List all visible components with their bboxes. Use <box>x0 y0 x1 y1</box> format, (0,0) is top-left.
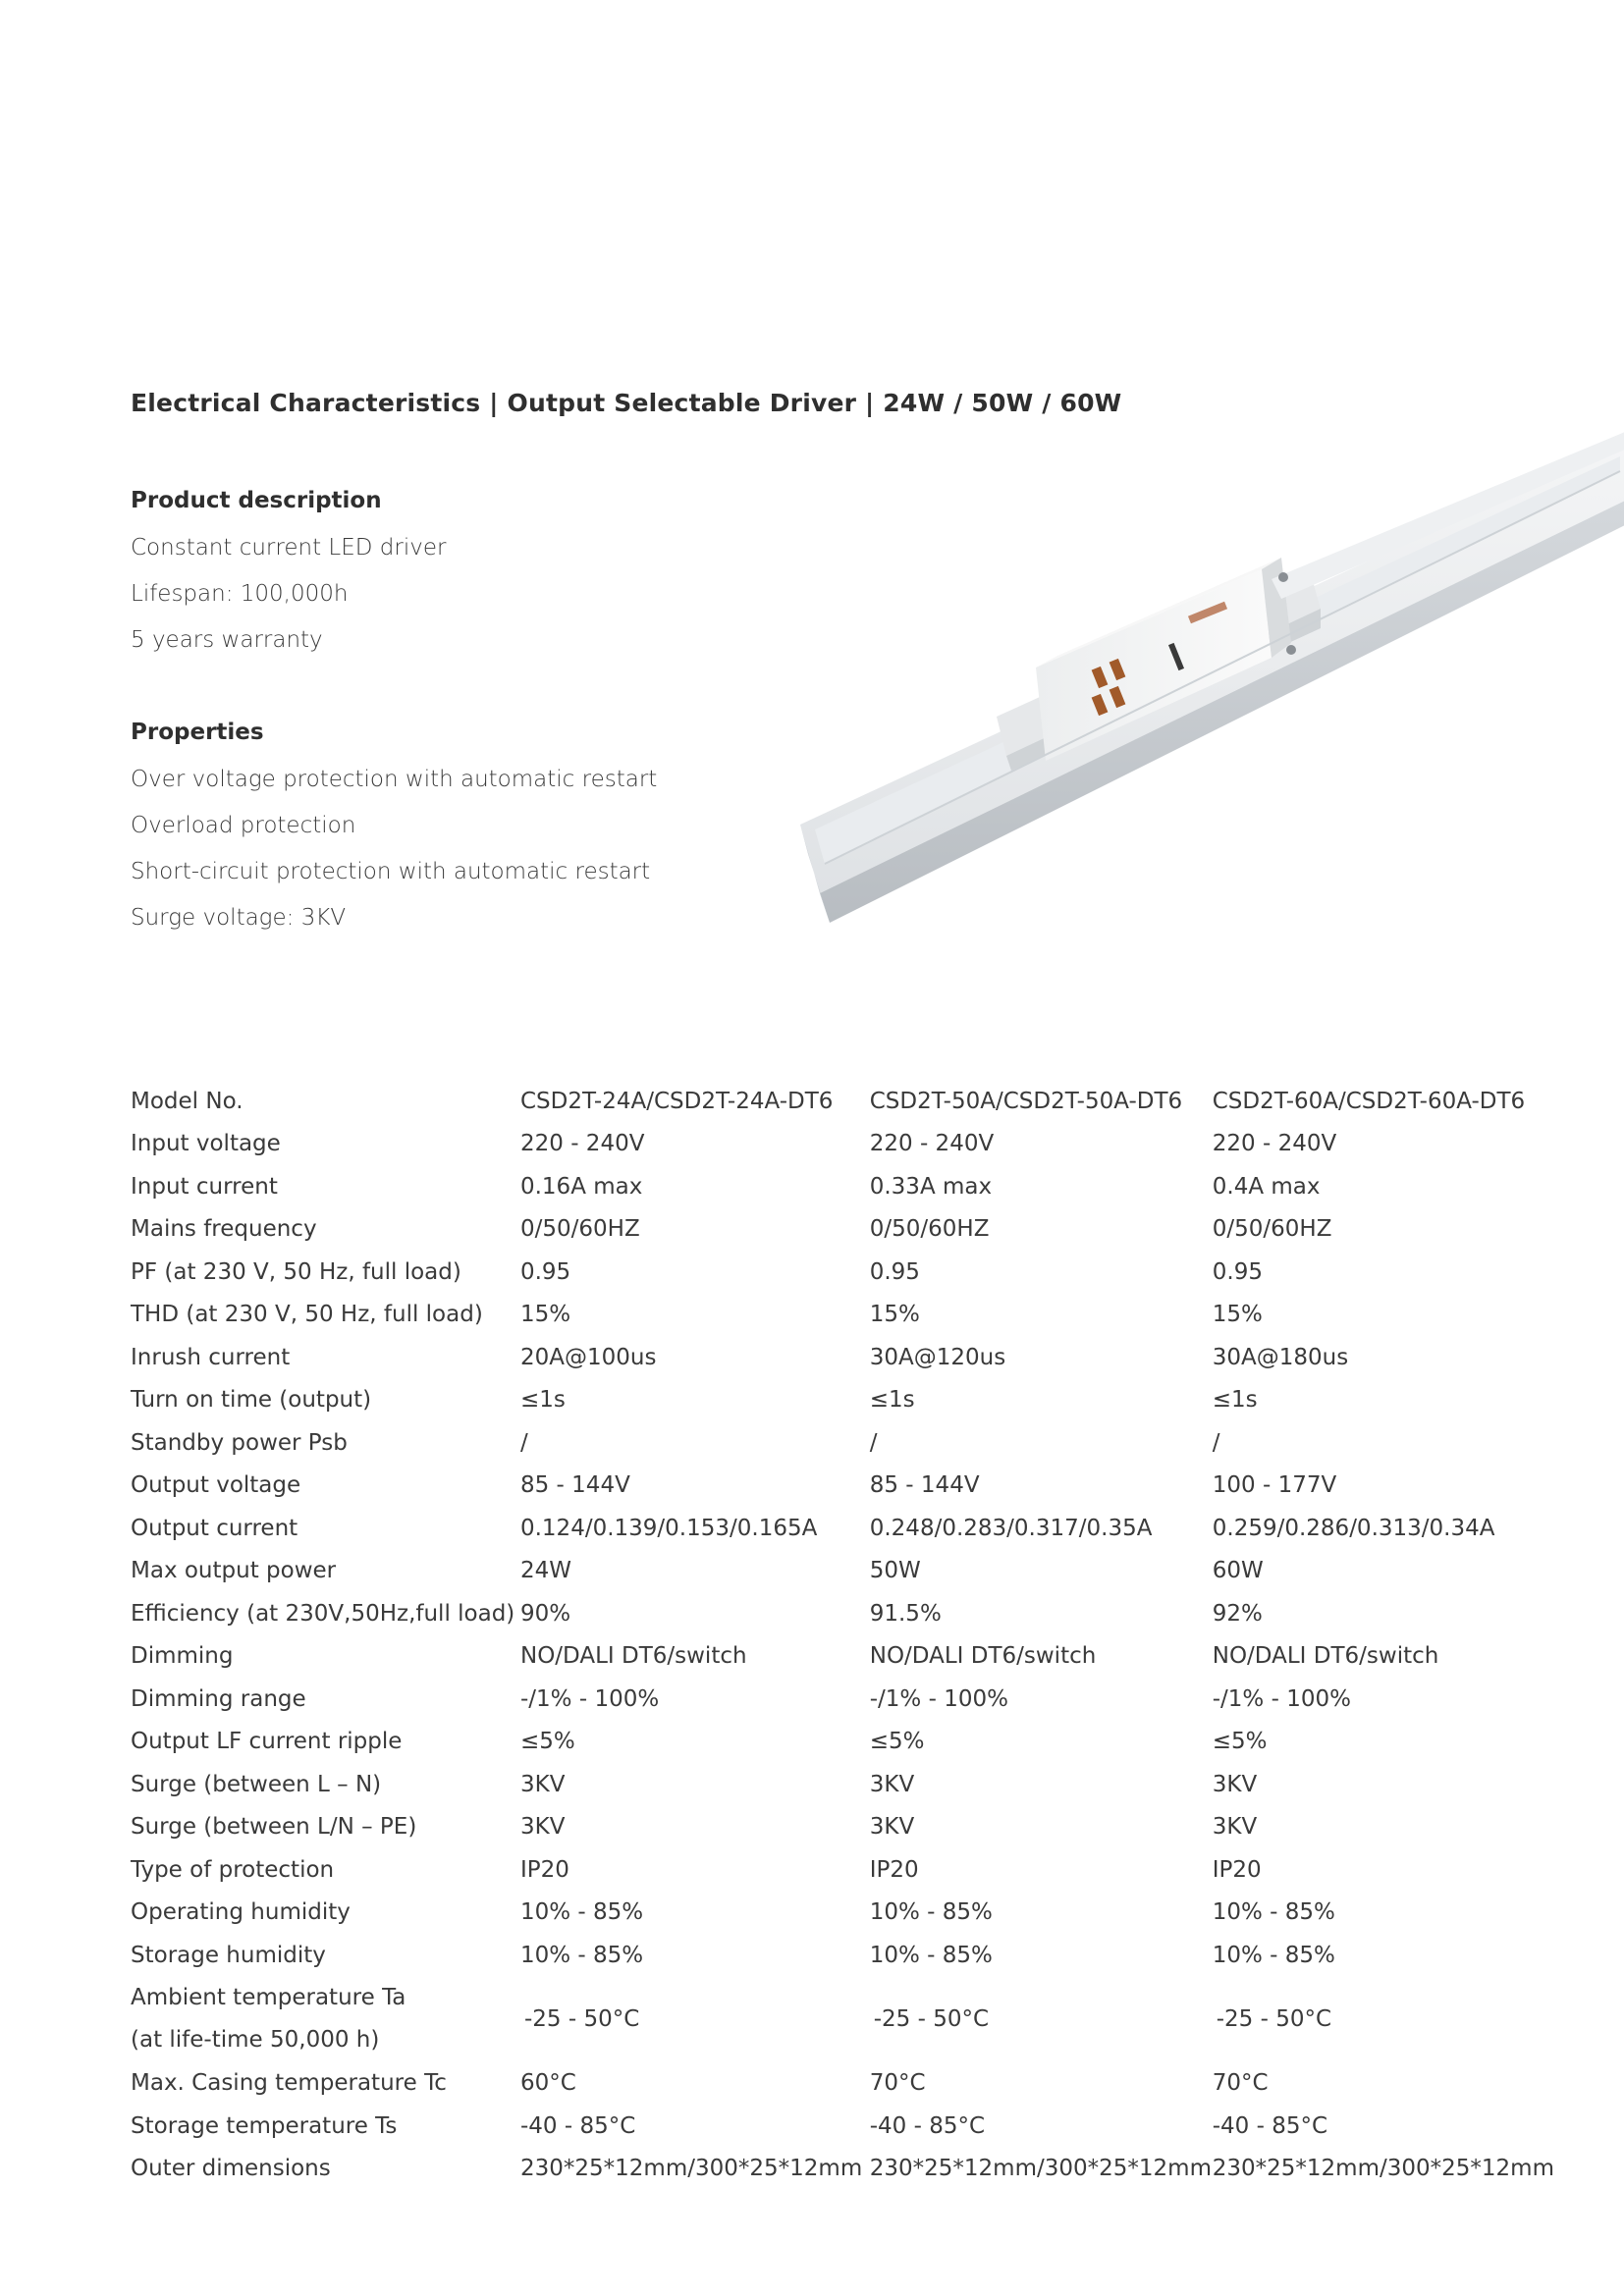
spec-value-60w: -/1% - 100% <box>1212 1685 1351 1712</box>
spec-value-60w: -25 - 50°C <box>1216 2006 1332 2032</box>
spec-label: Output voltage <box>131 1472 301 1499</box>
spec-value-60w: 3KV <box>1212 1771 1258 1797</box>
spec-value-24w: NO/DALI DT6/switch <box>519 1643 747 1670</box>
spec-value-60w: 10% - 85% <box>1212 1942 1335 1968</box>
spec-value-24w: 0.95 <box>519 1258 571 1285</box>
spec-row <box>131 1421 1554 1465</box>
specifications-table <box>131 1080 1554 2190</box>
spec-row <box>131 2105 1554 2148</box>
properties-title: Properties <box>131 720 264 745</box>
spec-label: Dimming range <box>131 1685 306 1712</box>
spec-row <box>131 1379 1554 1422</box>
spec-label: Max output power <box>131 1558 337 1584</box>
spec-value-60w: 70°C <box>1212 2070 1269 2097</box>
spec-label: Model No. <box>131 1088 244 1114</box>
spec-value-50w: CSD2T-50A/CSD2T-50A-DT6 <box>869 1088 1183 1114</box>
spec-value-60w: / <box>1212 1429 1220 1456</box>
spec-label: THD (at 230 V, 50 Hz, full load) <box>131 1302 483 1328</box>
spec-label: Surge (between L/N – PE) <box>131 1814 417 1841</box>
spec-row <box>131 2062 1554 2106</box>
spec-label: Output LF current ripple <box>131 1729 403 1755</box>
property-line: Overload protection <box>131 813 356 838</box>
spec-row <box>131 1294 1554 1337</box>
spec-value-50w: NO/DALI DT6/switch <box>869 1643 1097 1670</box>
spec-value-50w: 50W <box>869 1558 921 1584</box>
spec-value-24w: ≤5% <box>519 1729 575 1755</box>
spec-value-60w: 30A@180us <box>1212 1344 1349 1370</box>
spec-row <box>131 1721 1554 1764</box>
spec-label: PF (at 230 V, 50 Hz, full load) <box>131 1258 461 1285</box>
description-line: Constant current LED driver <box>131 535 447 561</box>
spec-value-50w: 0.95 <box>869 1258 920 1285</box>
spec-value-50w: IP20 <box>869 1856 919 1883</box>
spec-row <box>131 1080 1554 1123</box>
spec-label: Input current <box>131 1173 278 1200</box>
spec-value-24w: 0.16A max <box>519 1173 643 1200</box>
spec-value-24w: 0.124/0.139/0.153/0.165A <box>519 1515 818 1541</box>
description-line: 5 years warranty <box>131 627 323 653</box>
spec-label: Operating humidity <box>131 1899 351 1926</box>
spec-row <box>131 1123 1554 1166</box>
property-line: Over voltage protection with automatic restart <box>131 767 658 792</box>
spec-value-60w: -40 - 85°C <box>1212 2112 1328 2139</box>
spec-value-50w: 0/50/60HZ <box>869 1216 990 1243</box>
spec-value-24w: 10% - 85% <box>519 1899 644 1926</box>
spec-value-60w: 0.259/0.286/0.313/0.34A <box>1212 1515 1495 1541</box>
spec-value-60w: 60W <box>1212 1558 1264 1584</box>
spec-value-24w: -/1% - 100% <box>519 1685 660 1712</box>
spec-label: Standby power Psb <box>131 1429 348 1456</box>
spec-row <box>131 1763 1554 1806</box>
spec-label: Output current <box>131 1515 298 1541</box>
spec-row <box>131 1465 1554 1508</box>
spec-value-24w: -40 - 85°C <box>519 2112 636 2139</box>
spec-value-50w: -40 - 85°C <box>869 2112 986 2139</box>
spec-value-50w: 0.248/0.283/0.317/0.35A <box>869 1515 1153 1541</box>
spec-value-24w: 20A@100us <box>519 1344 657 1370</box>
spec-value-60w: 220 - 240V <box>1212 1131 1337 1157</box>
spec-label-line: Ambient temperature Ta <box>131 1985 406 2010</box>
spec-label-line: (at life-time 50,000 h) <box>131 2027 380 2053</box>
spec-value-50w: / <box>869 1429 878 1456</box>
spec-value-24w: 3KV <box>519 1814 566 1841</box>
spec-label: Outer dimensions <box>131 2156 331 2182</box>
spec-row <box>131 2148 1554 2191</box>
spec-value-24w: CSD2T-24A/CSD2T-24A-DT6 <box>519 1088 834 1114</box>
spec-value-24w: 15% <box>519 1302 571 1328</box>
spec-value-50w: 220 - 240V <box>869 1131 995 1157</box>
spec-row <box>131 1806 1554 1849</box>
spec-value-24w: 24W <box>519 1558 571 1584</box>
spec-value-60w: 0/50/60HZ <box>1212 1216 1332 1243</box>
spec-value-50w: 230*25*12mm/300*25*12mm <box>869 2156 1212 2182</box>
spec-value-60w: NO/DALI DT6/switch <box>1212 1643 1439 1670</box>
spec-value-60w: CSD2T-60A/CSD2T-60A-DT6 <box>1212 1088 1526 1114</box>
spec-row <box>131 1336 1554 1379</box>
spec-value-60w: 100 - 177V <box>1212 1472 1337 1499</box>
spec-label <box>131 1977 520 2062</box>
spec-value-50w: ≤1s <box>869 1387 915 1414</box>
spec-value-50w: 85 - 144V <box>869 1472 980 1499</box>
spec-value-50w: 3KV <box>869 1771 915 1797</box>
spec-value-24w: 90% <box>519 1600 571 1627</box>
spec-label: Input voltage <box>131 1131 281 1157</box>
spec-value-50w: 10% - 85% <box>869 1899 993 1926</box>
spec-row <box>131 1678 1554 1721</box>
description-line: Lifespan: 100,000h <box>131 581 349 607</box>
spec-row <box>131 1635 1554 1679</box>
spec-value-24w: ≤1s <box>519 1387 566 1414</box>
spec-value-24w: 230*25*12mm/300*25*12mm <box>519 2156 863 2182</box>
spec-value-60w: IP20 <box>1212 1856 1262 1883</box>
spec-label: Dimming <box>131 1643 234 1670</box>
spec-row <box>131 1208 1554 1252</box>
spec-value-50w: -/1% - 100% <box>869 1685 1008 1712</box>
spec-value-24w: 10% - 85% <box>519 1942 644 1968</box>
spec-value-24w: / <box>519 1429 528 1456</box>
spec-value-24w: 60°C <box>519 2070 576 2097</box>
spec-value-24w: 220 - 240V <box>519 1131 645 1157</box>
spec-value-60w: 0.95 <box>1212 1258 1263 1285</box>
page-heading: Electrical Characteristics | Output Selectable Driver | 24W / 50W / 60W <box>131 389 1122 417</box>
spec-row <box>131 1165 1554 1208</box>
spec-value-50w: 15% <box>869 1302 920 1328</box>
spec-label: Efficiency (at 230V,50Hz,full load) <box>131 1600 515 1627</box>
led-track-driver-image <box>800 432 1624 962</box>
spec-value-24w: 3KV <box>519 1771 566 1797</box>
spec-label: Type of protection <box>131 1856 335 1883</box>
spec-row <box>131 1550 1554 1593</box>
spec-value-60w: 10% - 85% <box>1212 1899 1335 1926</box>
spec-value-24w: -25 - 50°C <box>523 2006 640 2032</box>
spec-label: Turn on time (output) <box>131 1387 372 1414</box>
property-line: Surge voltage: 3KV <box>131 905 347 931</box>
spec-row <box>131 1934 1554 1977</box>
spec-value-60w: ≤1s <box>1212 1387 1258 1414</box>
spec-value-60w: ≤5% <box>1212 1729 1268 1755</box>
spec-row <box>131 1848 1554 1892</box>
spec-row <box>131 1251 1554 1294</box>
spec-value-60w: 3KV <box>1212 1814 1258 1841</box>
spec-value-50w: 30A@120us <box>869 1344 1006 1370</box>
spec-value-24w: IP20 <box>519 1856 569 1883</box>
spec-row <box>131 1892 1554 1935</box>
spec-value-60w: 0.4A max <box>1212 1173 1321 1200</box>
spec-value-24w: 85 - 144V <box>519 1472 630 1499</box>
product-description-title: Product description <box>131 488 382 513</box>
spec-label: Surge (between L – N) <box>131 1771 382 1797</box>
property-line: Short-circuit protection with automatic restart <box>131 859 651 884</box>
spec-value-50w: 10% - 85% <box>869 1942 993 1968</box>
spec-row <box>131 1977 1554 2062</box>
spec-value-50w: -25 - 50°C <box>873 2006 990 2032</box>
spec-value-60w: 230*25*12mm/300*25*12mm <box>1212 2156 1554 2182</box>
spec-value-24w: 0/50/60HZ <box>519 1216 640 1243</box>
spec-value-50w: ≤5% <box>869 1729 925 1755</box>
spec-label: Max. Casing temperature Tc <box>131 2070 447 2097</box>
spec-value-60w: 92% <box>1212 1600 1263 1627</box>
spec-value-50w: 70°C <box>869 2070 926 2097</box>
spec-value-60w: 15% <box>1212 1302 1263 1328</box>
spec-label: Mains frequency <box>131 1216 317 1243</box>
spec-label: Storage temperature Ts <box>131 2112 398 2139</box>
spec-value-50w: 91.5% <box>869 1600 942 1627</box>
spec-label: Storage humidity <box>131 1942 326 1968</box>
spec-label: Inrush current <box>131 1344 291 1370</box>
spec-row <box>131 1592 1554 1635</box>
spec-row <box>131 1507 1554 1550</box>
spec-value-50w: 0.33A max <box>869 1173 993 1200</box>
spec-value-50w: 3KV <box>869 1814 915 1841</box>
